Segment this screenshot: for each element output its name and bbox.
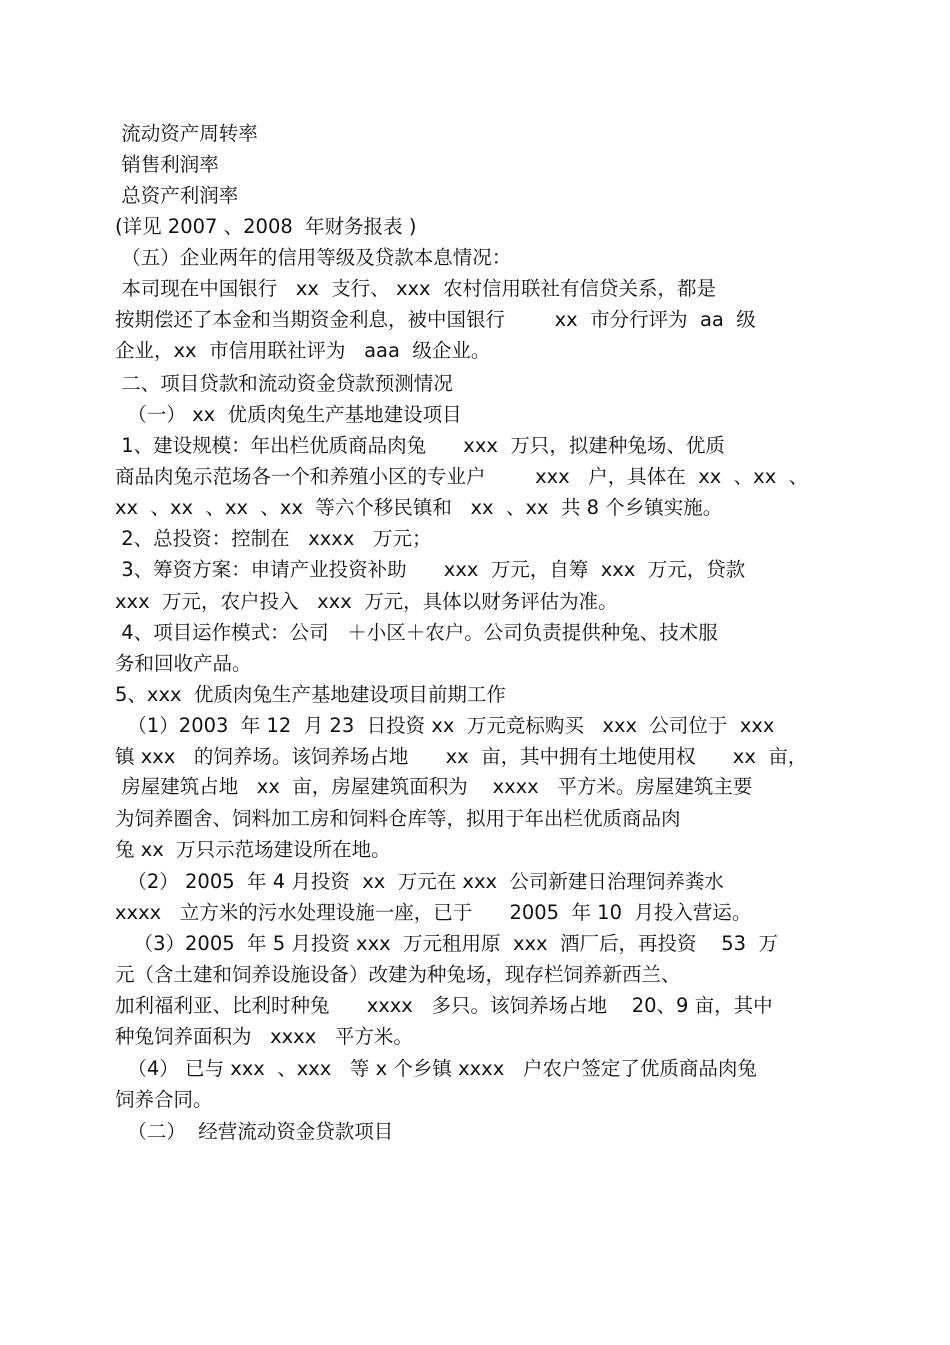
subsection-heading: （二） 经营流动资金贷款项目 — [115, 1120, 394, 1143]
text-line: 商品肉兔示范场各一个和养殖小区的专业户 xxx 户，具体在 xx 、xx 、 — [115, 465, 809, 488]
text-line: (详见 2007 、2008 年财务报表 ) — [115, 215, 417, 238]
text-line: xxxx 立方米的污水处理设施一座，已于 2005 年 10 月投入营运。 — [115, 901, 752, 924]
subsection-heading: 5、xxx 优质肉兔生产基地建设项目前期工作 — [115, 683, 506, 706]
subsection-heading: （一） xx 优质肉兔生产基地建设项目 — [115, 403, 462, 426]
text-line: 3、筹资方案：申请产业投资补助 xxx 万元，自筹 xxx 万元，贷款 — [115, 558, 746, 581]
text-line: 兔 xx 万只示范场建设所在地。 — [115, 838, 391, 861]
text-line: 按期偿还了本金和当期资金利息，被中国银行 xx 市分行评为 aa 级 — [115, 308, 756, 331]
text-line: 2、总投资：控制在 xxxx 万元； — [115, 527, 432, 550]
text-line: 企业，xx 市信用联社评为 aaa 级企业。 — [115, 339, 491, 362]
text-line: 务和回收产品。 — [115, 652, 252, 675]
text-line: 加利福利亚、比利时种兔 xxxx 多只。该饲养场占地 20、9 亩，其中 — [115, 994, 773, 1017]
text-line: 元（含土建和饲养设施设备）改建为种兔场，现存栏饲养新西兰、 — [115, 963, 681, 986]
text-line: 镇 xxx 的饲养场。该饲养场占地 xx 亩，其中拥有土地使用权 xx 亩， — [115, 745, 808, 768]
text-line: 1、建设规模：年出栏优质商品肉兔 xxx 万只，拟建种兔场、优质 — [115, 434, 725, 457]
text-line: 种兔饲养面积为 xxxx 平方米。 — [115, 1025, 413, 1048]
text-line: 饲养合同。 — [115, 1088, 213, 1111]
text-line: 流动资产周转率 — [115, 122, 258, 145]
text-line: 房屋建筑占地 xx 亩，房屋建筑面积为 xxxx 平方米。房屋建筑主要 — [115, 775, 753, 798]
section-heading: 二、项目贷款和流动资金贷款预测情况 — [115, 372, 453, 395]
text-line: （4） 已与 xxx 、xxx 等 x 个乡镇 xxxx 户农户签定了优质商品肉兔 — [115, 1057, 757, 1080]
section-heading: （五）企业两年的信用等级及贷款本息情况： — [115, 246, 512, 269]
text-line: （1）2003 年 12 月 23 日投资 xx 万元竞标购买 xxx 公司位于 xxx — [115, 714, 775, 737]
text-line: 销售利润率 — [115, 153, 219, 176]
text-line: 为饲养圈舍、饲料加工房和饲料仓库等，拟用于年出栏优质商品肉 — [115, 807, 681, 830]
text-line: 4、项目运作模式：公司 ＋小区＋农户。公司负责提供种兔、技术服 — [115, 621, 718, 644]
text-line: 本司现在中国银行 xx 支行、 xxx 农村信用联社有信贷关系，都是 — [115, 277, 716, 300]
text-line: 总资产利润率 — [115, 184, 239, 207]
text-line: xx 、xx 、xx 、xx 等六个移民镇和 xx 、xx 共 8 个乡镇实施。 — [115, 496, 723, 519]
text-line: （3）2005 年 5 月投资 xxx 万元租用原 xxx 酒厂后，再投资 53 万 — [115, 932, 778, 955]
text-line: （2） 2005 年 4 月投资 xx 万元在 xxx 公司新建日治理饲养粪水 — [115, 870, 724, 893]
text-line: xxx 万元，农户投入 xxx 万元，具体以财务评估为准。 — [115, 590, 618, 613]
